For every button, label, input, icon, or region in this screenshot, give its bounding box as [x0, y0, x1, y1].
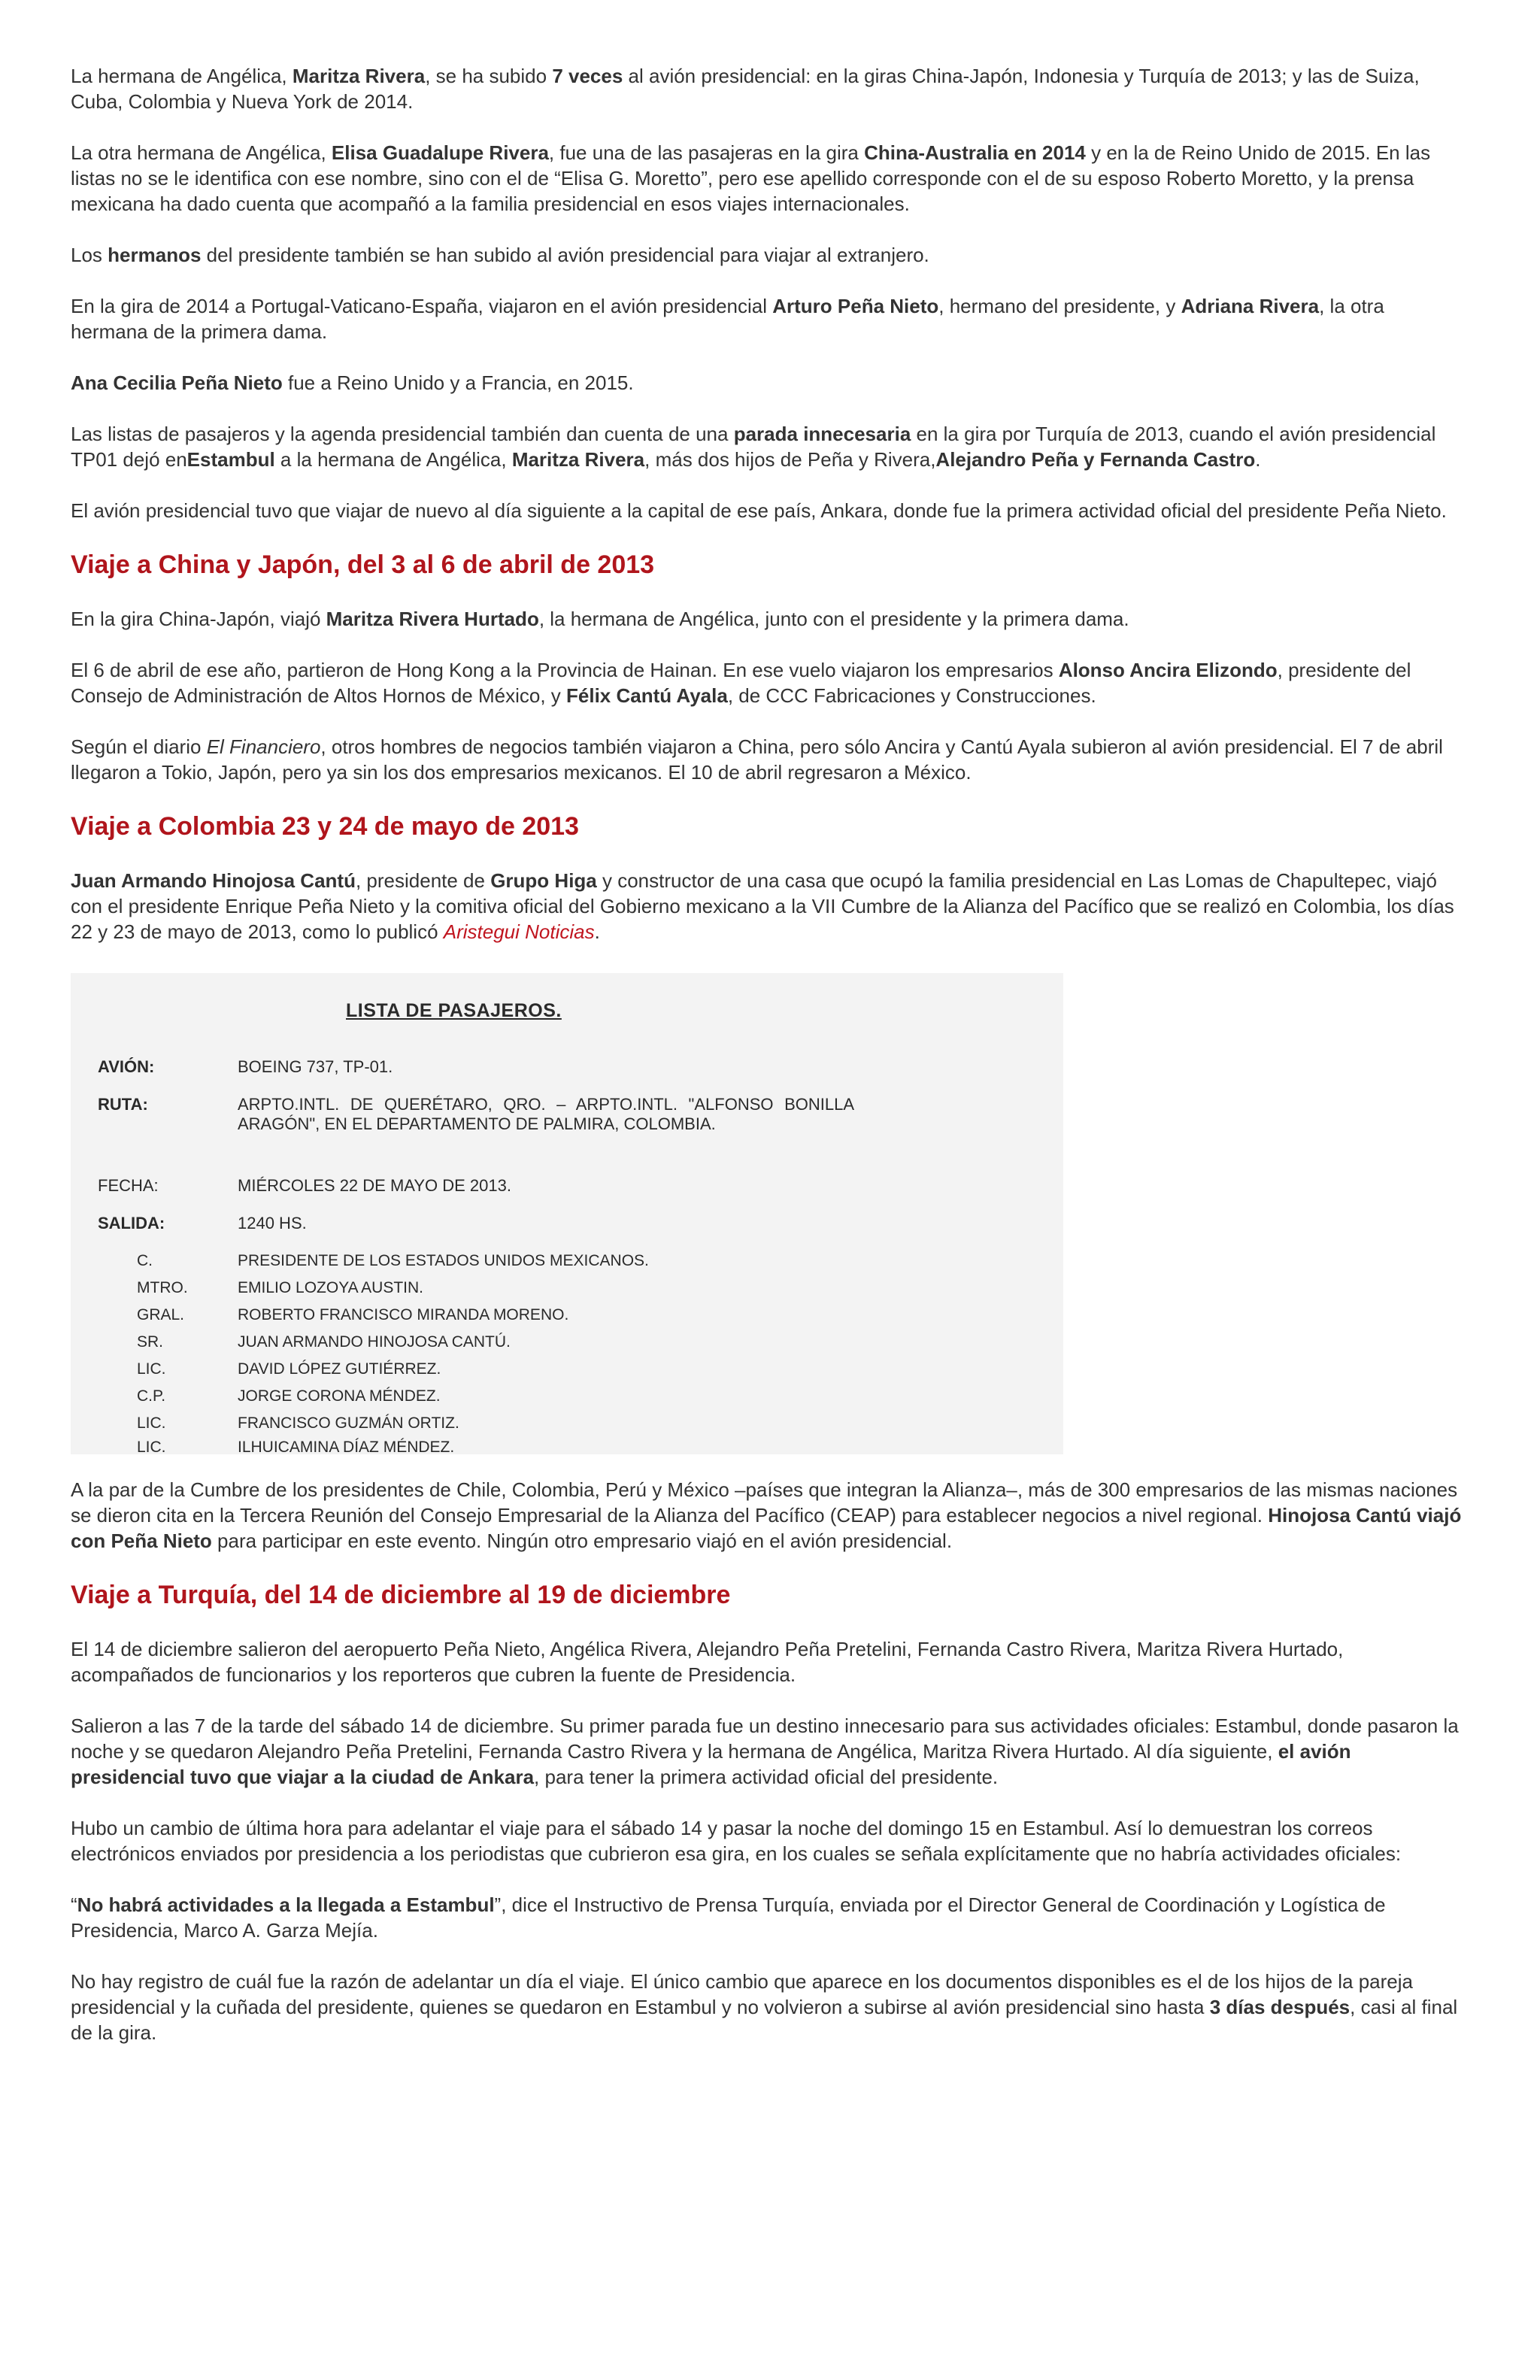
paragraph-colombia-1	[71, 868, 1466, 944]
text: , casi al final de la gira.	[71, 1996, 1458, 2044]
text: a la hermana de Angélica,	[274, 448, 512, 471]
text: , de CCC Fabricaciones y Construcciones.	[727, 684, 1096, 707]
article-body	[71, 63, 1466, 2071]
text: , la hermana de Angélica, junto con el presidente y la primera dama.	[538, 608, 1129, 630]
text: Los	[71, 244, 108, 266]
text: Según el diario	[71, 735, 207, 758]
route-label: RUTA:	[98, 1095, 148, 1114]
text: A la par de la Cumbre de los presidentes de Chile, Colombia, Perú y México –países que integran la Alianza–, más de 300 empresarios de las mismas naciones se dieron cita en la Tercera Reunión del Consejo Empresarial de la Alianza del Pacífico (CEAP) para establecer negocios a nivel regional.	[71, 1478, 1458, 1527]
passenger-title: MTRO.	[137, 1279, 188, 1296]
bold-text: Alonso Ancira Elizondo	[1058, 659, 1278, 681]
text: y constructor de una casa que ocupó la familia presidencial en Las Lomas de Chapultepec, viajó con el presidente Enrique Peña Nieto y la comitiva oficial del Gobierno mexicano a la VII Cumbre de la Alianza del Pacífico que se realizó en Colombia, los días 22 y 23 de mayo de 2013, como lo publicó	[71, 869, 1454, 943]
paragraph-china-3	[71, 734, 1466, 785]
text: , otros hombres de negocios también viajaron a China, pero sólo Ancira y Cantú Ayala subieron al avión presidencial. El 7 de abril llegaron a Tokio, Japón, pero ya sin los dos empresarios mexicanos. El 10 de abril regresaron a México.	[71, 735, 1443, 784]
passenger-title: C.	[137, 1252, 153, 1269]
text: , se ha subido	[425, 65, 553, 87]
passenger-name: PRESIDENTE DE LOS ESTADOS UNIDOS MEXICANOS.	[238, 1252, 649, 1269]
passenger-name: JORGE CORONA MÉNDEZ.	[238, 1387, 441, 1405]
bold-text: No habrá actividades a la llegada a Estambul	[77, 1893, 495, 1916]
text: “	[71, 1893, 77, 1916]
aristegui-link[interactable]: Aristegui Noticias	[443, 920, 595, 943]
text: No hay registro de cuál fue la razón de adelantar un día el viaje. El único cambio que aparece en los documentos disponibles es el de los hijos de la pareja presidencial y la cuñada del presidente, quienes se quedaron en Estambul y no volvieron a subirse al avión presidencial sino hasta	[71, 1970, 1413, 2018]
passenger-name: ROBERTO FRANCISCO MIRANDA MORENO.	[238, 1306, 569, 1323]
bold-text: China-Australia en 2014	[864, 141, 1086, 164]
text: , la otra hermana de la primera dama.	[71, 295, 1384, 343]
paragraph-maritza	[71, 63, 1466, 114]
paragraph-elisa	[71, 140, 1466, 217]
passenger-name: JUAN ARMANDO HINOJOSA CANTÚ.	[238, 1333, 511, 1351]
text: ”, dice el Instructivo de Prensa Turquía, enviada por el Director General de Coordinación y Logística de Presidencia, Marco A. Garza Mejía.	[71, 1893, 1386, 1942]
text: , presidente del Consejo de Administración de Altos Hornos de México, y	[71, 659, 1411, 707]
aircraft-value: BOEING 737, TP-01.	[238, 1057, 393, 1076]
bold-text: Arturo Peña Nieto	[772, 295, 939, 317]
aircraft-label: AVIÓN:	[98, 1057, 155, 1076]
paragraph-turquia-2	[71, 1713, 1466, 1790]
bold-text: Grupo Higa	[490, 869, 597, 892]
text: , presidente de	[355, 869, 491, 892]
text: para participar en este evento. Ningún otro empresario viajó en el avión presidencial.	[211, 1530, 953, 1552]
bold-text: Maritza Rivera	[292, 65, 426, 87]
text: , más dos hijos de Peña y Rivera,	[644, 448, 936, 471]
text: , para tener la primera actividad oficial del presidente.	[534, 1766, 999, 1788]
bold-text: Estambul	[186, 448, 275, 471]
passenger-title: GRAL.	[137, 1306, 185, 1323]
text: del presidente también se han subido al avión presidencial para viajar al extranjero.	[201, 244, 929, 266]
heading-colombia: Viaje a Colombia 23 y 24 de mayo de 2013	[71, 812, 579, 841]
paragraph-china-1	[71, 606, 1466, 632]
text: En la gira de 2014 a Portugal-Vaticano-España, viajaron en el avión presidencial	[71, 295, 773, 317]
bold-text: Juan Armando Hinojosa Cantú	[71, 869, 356, 892]
bold-text: el avión presidencial tuvo que viajar a la ciudad de Ankara	[71, 1740, 1351, 1788]
bold-text: Adriana Rivera	[1181, 295, 1320, 317]
text: En la gira China-Japón, viajó	[71, 608, 326, 630]
passenger-title: LIC.	[137, 1360, 166, 1378]
paragraph-china-2	[71, 657, 1466, 708]
bold-text: Hinojosa Cantú viajó con Peña Nieto	[71, 1504, 1462, 1552]
passenger-list-image	[71, 973, 1063, 1454]
paragraph-ankara: El avión presidencial tuvo que viajar de nuevo al día siguiente a la capital de ese país, Ankara, donde fue la primera actividad oficial del presidente Peña Nieto.	[71, 499, 1447, 522]
paragraph-hermanos	[71, 242, 1466, 268]
date-label: FECHA:	[98, 1176, 159, 1195]
text: , fue una de las pasajeras en la gira	[548, 141, 865, 164]
text: La otra hermana de Angélica,	[71, 141, 332, 164]
bold-text: Maritza Rivera Hurtado	[326, 608, 539, 630]
bold-text: hermanos	[108, 244, 202, 266]
bold-text: parada innecesaria	[733, 423, 911, 445]
bold-text: Alejandro Peña y Fernanda Castro	[935, 448, 1256, 471]
text: Las listas de pasajeros y la agenda presidencial también dan cuenta de una	[71, 423, 734, 445]
passenger-title: C.P.	[137, 1387, 166, 1405]
heading-china-japon: Viaje a China y Japón, del 3 al 6 de abril de 2013	[71, 550, 655, 579]
paragraph-gira-2014	[71, 293, 1466, 344]
paragraph-ana-cecilia	[71, 370, 1466, 396]
text: Salieron a las 7 de la tarde del sábado 14 de diciembre. Su primer parada fue un destino innecesario para sus actividades oficiales: Estambul, donde pasaron la noche y se quedaron Alejandro Peña Pretelini, Fernanda Castro Rivera y la hermana de Angélica, Maritza Rivera Hurtado. Al día siguiente,	[71, 1715, 1459, 1763]
text: El 6 de abril de ese año, partieron de Hong Kong a la Provincia de Hainan. En ese vuelo viajaron los empresarios	[71, 659, 1059, 681]
passenger-title: LIC.	[137, 1439, 166, 1456]
paragraph-parada	[71, 421, 1466, 472]
passenger-title: SR.	[137, 1333, 164, 1351]
text: al avión presidencial: en la giras China-Japón, Indonesia y Turquía de 2013; y las de Suiza, Cuba, Colombia y Nueva York de 2014.	[71, 65, 1420, 113]
passenger-title: LIC.	[137, 1414, 166, 1432]
text: .	[594, 920, 600, 943]
passenger-name: ILHUICAMINA DÍAZ MÉNDEZ.	[238, 1439, 455, 1456]
date-value: MIÉRCOLES 22 DE MAYO DE 2013.	[238, 1176, 511, 1195]
bold-text: 3 días después	[1209, 1996, 1351, 2018]
text: en la gira por Turquía de 2013, cuando el avión presidencial TP01 dejó en	[71, 423, 1436, 471]
text: La hermana de Angélica,	[71, 65, 293, 87]
text: fue a Reino Unido y a Francia, en 2015.	[282, 371, 634, 394]
bold-text: Félix Cantú Ayala	[566, 684, 728, 707]
departure-label: SALIDA:	[98, 1214, 165, 1232]
passenger-list-title: LISTA DE PASAJEROS.	[346, 1000, 562, 1021]
passenger-name: DAVID LÓPEZ GUTIÉRREZ.	[238, 1360, 441, 1378]
text: .	[1255, 448, 1261, 471]
bold-text: 7 veces	[552, 65, 623, 87]
text: y en la de Reino Unido de 2015. En las listas no se le identifica con ese nombre, sino con el de “Elisa G. Moretto”, pero ese apellido corresponde con el de su esposo Roberto Moretto, y la prensa mexicana ha dado cuenta que acompañó a la familia presidencial en esos viajes internacionales.	[71, 141, 1431, 215]
paragraph-colombia-2	[71, 1477, 1466, 1554]
bold-text: Maritza Rivera	[511, 448, 645, 471]
passenger-name: FRANCISCO GUZMÁN ORTIZ.	[238, 1414, 459, 1432]
paragraph-turquia-1: El 14 de diciembre salieron del aeropuerto Peña Nieto, Angélica Rivera, Alejandro Peña Pretelini, Fernanda Castro Rivera, Maritza Rivera Hurtado, acompañados de funcionarios y los reporteros que cubren la fuente de Presidencia.	[71, 1638, 1344, 1686]
route-value: ARPTO.INTL. DE QUERÉTARO, QRO. – ARPTO.INTL. "ALFONSO BONILLA ARAGÓN", EN EL DEPARTAMENTO DE PALMIRA, COLOMBIA.	[238, 1095, 854, 1133]
paragraph-turquia-5	[71, 1969, 1466, 2045]
italic-text: El Financiero	[206, 735, 321, 758]
heading-turquia: Viaje a Turquía, del 14 de diciembre al 19 de diciembre	[71, 1581, 731, 1609]
text: , hermano del presidente, y	[938, 295, 1181, 317]
paragraph-turquia-3: Hubo un cambio de última hora para adelantar el viaje para el sábado 14 y pasar la noche del domingo 15 en Estambul. Así lo demuestran los correos electrónicos enviados por presidencia a los periodistas que cubrieron esa gira, en los cuales se señala explícitamente que no habría actividades oficiales:	[71, 1817, 1402, 1865]
paragraph-turquia-4	[71, 1892, 1466, 1943]
departure-value: 1240 HS.	[238, 1214, 307, 1232]
bold-text: Elisa Guadalupe Rivera	[331, 141, 549, 164]
bold-text: Ana Cecilia Peña Nieto	[71, 371, 283, 394]
passenger-name: EMILIO LOZOYA AUSTIN.	[238, 1279, 424, 1296]
